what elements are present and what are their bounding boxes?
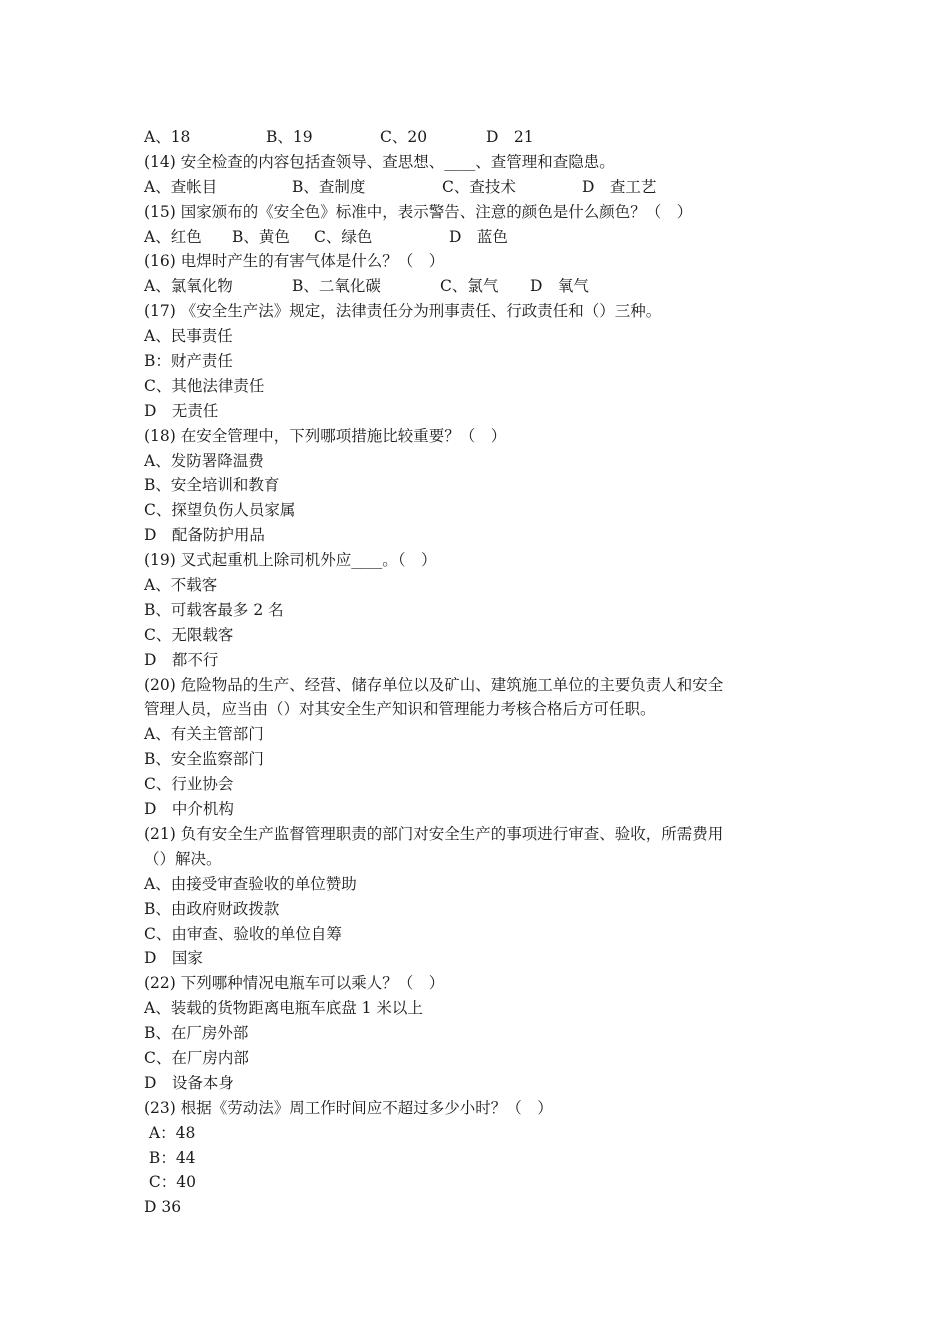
option-item: A、18 bbox=[144, 128, 191, 146]
question-text: (23) 根据《劳动法》周工作时间应不超过多少小时？（ ） bbox=[144, 1098, 553, 1117]
question-text: (20) 危险物品的生产、经营、储存单位以及矿山、建筑施工单位的主要负责人和安全 bbox=[144, 675, 724, 694]
option-row bbox=[144, 225, 824, 250]
option-line: B：财产责任 bbox=[144, 352, 233, 371]
option-line: 管理人员，应当由（）对其安全生产知识和管理能力考核合格后方可任职。 bbox=[144, 700, 656, 719]
option-line: D 中介机构 bbox=[144, 800, 234, 819]
document-page bbox=[144, 125, 824, 1220]
option-line: C、探望负伤人员家属 bbox=[144, 501, 296, 520]
option-item: A、红色 bbox=[144, 227, 202, 246]
option-line: C、行业协会 bbox=[144, 775, 234, 794]
option-line: B、在厂房外部 bbox=[144, 1024, 249, 1043]
option-item: C、20 bbox=[380, 128, 428, 146]
option-item: C、查技术 bbox=[442, 177, 516, 196]
option-line: （）解决。 bbox=[144, 849, 222, 868]
option-line: A、有关主管部门 bbox=[144, 725, 264, 744]
option-item: C、绿色 bbox=[314, 227, 373, 246]
option-item: C、氯气 bbox=[440, 277, 499, 296]
option-item: D 查工艺 bbox=[582, 177, 657, 196]
question-text: (17) 《安全生产法》规定，法律责任分为刑事责任、行政责任和（）三种。 bbox=[144, 302, 662, 321]
option-item: B、查制度 bbox=[292, 177, 366, 196]
option-line: D 配备防护用品 bbox=[144, 526, 265, 545]
option-line: B：44 bbox=[144, 1148, 196, 1167]
option-item: B、二氧化碳 bbox=[292, 277, 381, 296]
option-line: B、可载客最多 2 名 bbox=[144, 600, 284, 619]
option-line: A、装载的货物距离电瓶车底盘 1 米以上 bbox=[144, 999, 423, 1018]
option-line: A、不载客 bbox=[144, 576, 218, 595]
option-line: C：40 bbox=[144, 1173, 197, 1192]
option-line: C、由审查、验收的单位自筹 bbox=[144, 924, 342, 943]
question-text: (15) 国家颁布的《安全色》标准中，表示警告、注意的颜色是什么颜色？（ ） bbox=[144, 202, 693, 221]
question-text: (14) 安全检查的内容包括查领导、查思想、____、查管理和查隐患。 bbox=[144, 152, 615, 171]
option-line: C、在厂房内部 bbox=[144, 1048, 249, 1067]
question-text: (19) 叉式起重机上除司机外应____。（ ） bbox=[144, 551, 437, 570]
question-text: (22) 下列哪种情况电瓶车可以乘人？（ ） bbox=[144, 974, 445, 993]
option-item: B、19 bbox=[266, 128, 313, 146]
option-line: B、安全监察部门 bbox=[144, 750, 264, 769]
option-line: D 都不行 bbox=[144, 650, 219, 669]
option-item: D 蓝色 bbox=[449, 227, 508, 246]
question-text: (21) 负有安全生产监督管理职责的部门对安全生产的事项进行审查、验收，所需费用 bbox=[144, 824, 724, 843]
option-line: D 设备本身 bbox=[144, 1073, 234, 1092]
option-line: D 国家 bbox=[144, 949, 203, 968]
option-line: B、由政府财政拨款 bbox=[144, 899, 280, 918]
option-item: B、黄色 bbox=[232, 227, 290, 246]
option-line: C、无限载客 bbox=[144, 625, 234, 644]
option-line: A：48 bbox=[144, 1123, 196, 1142]
option-row bbox=[144, 125, 824, 150]
option-item: A、查帐目 bbox=[144, 177, 218, 196]
option-item: D 21 bbox=[486, 128, 534, 146]
option-item: A、氯氧化物 bbox=[144, 277, 233, 296]
option-line: A、民事责任 bbox=[144, 327, 233, 346]
question-text: (16) 电焊时产生的有害气体是什么？（ ） bbox=[144, 252, 445, 271]
option-line: B、安全培训和教育 bbox=[144, 476, 280, 495]
option-line: A、发防署降温费 bbox=[144, 451, 264, 470]
option-item: D 氧气 bbox=[530, 277, 589, 296]
option-line: C、其他法律责任 bbox=[144, 376, 265, 395]
option-line: D 36 bbox=[144, 1198, 182, 1217]
option-line: A、由接受审查验收的单位赞助 bbox=[144, 874, 357, 893]
option-row bbox=[144, 274, 824, 299]
option-line: D 无责任 bbox=[144, 401, 219, 420]
question-text: (18) 在安全管理中，下列哪项措施比较重要？（ ） bbox=[144, 426, 507, 445]
option-row bbox=[144, 175, 824, 200]
